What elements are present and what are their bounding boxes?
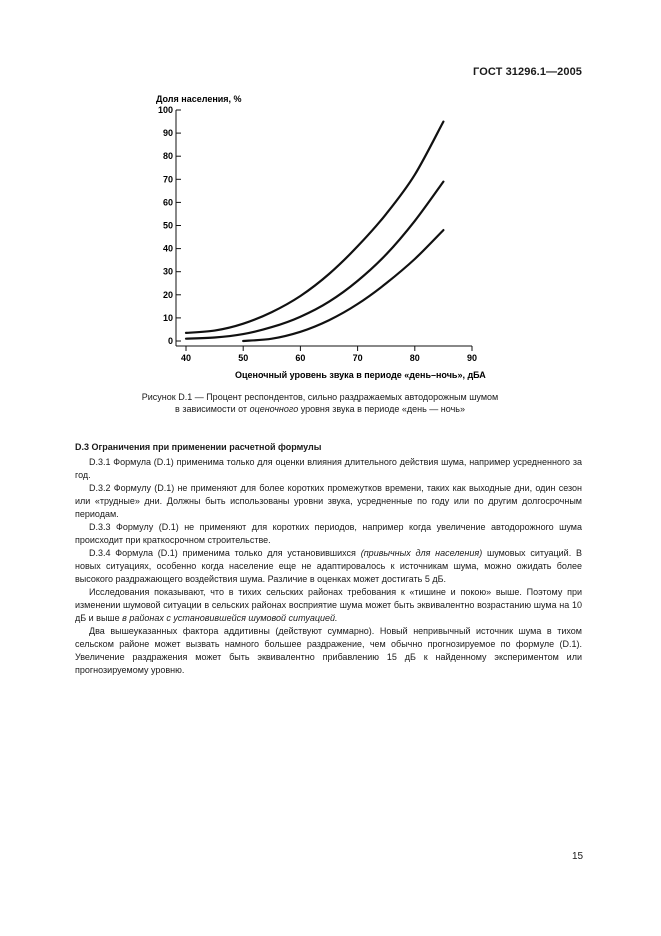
document-header: ГОСТ 31296.1—2005 <box>473 66 583 78</box>
y-tick-label: 100 <box>157 105 173 115</box>
x-tick-label: 60 <box>295 353 306 363</box>
x-tick-label: 40 <box>180 353 192 363</box>
figure-caption-line1: Рисунок D.1 — Процент респондентов, сильно раздражаемых автодорожным шумом <box>141 392 499 402</box>
italic-text: в районах с установившейся шумовой ситуацией. <box>122 613 338 623</box>
y-tick-label: 20 <box>162 289 173 300</box>
y-tick-label: 80 <box>162 151 173 162</box>
figure-caption-line2 <box>110 403 530 415</box>
paragraph-d33: D.3.3 Формулу (D.1) не применяют для коротких периодов, например когда увеличение автодорожного шума происходит при краткосрочном строительстве. <box>75 522 582 545</box>
text: шумовых ситуаций. В новых ситуациях, особенно когда население еще не адаптировалось к источникам шума, можно ожидать более высокого раздражающего воздействия шума. Различие в оценках может достигать 5 дБ. <box>75 548 582 584</box>
y-axis-ticks <box>158 105 181 346</box>
series-line-1 <box>186 122 443 333</box>
paragraph-additive: Два вышеуказанных фактора аддитивны (действуют суммарно). Новый непривычный источник шума в тихом сельском районе может вызвать намного большее раздражение, чем обычно прогнозируемое по формуле (D.1). Увеличение раздражения может быть эквивалентно прибавлению 15 дБ к найденному экспериментом или прогнозируемому уровню. <box>75 626 582 675</box>
paragraph-d32: D.3.2 Формулу (D.1) не применяют для более коротких промежутков времени, таких как выходные дни, один сезон или «трудные» дни. Должны быть использованы уровни звука, усредненные по году или по другим долгосрочным периодам. <box>75 483 582 519</box>
x-axis-ticks <box>181 346 477 363</box>
x-tick-label: 90 <box>466 353 478 363</box>
paragraph-d34 <box>75 547 582 586</box>
x-tick-label: 80 <box>409 353 420 363</box>
y-axis-label: Доля населения, % <box>156 94 242 104</box>
y-tick-label: 60 <box>162 197 173 208</box>
y-tick-label: 50 <box>162 220 173 231</box>
caption-text: в зависимости от <box>175 404 250 414</box>
x-axis-label: Оценочный уровень звука в периоде «день–ночь», дБА <box>235 370 486 380</box>
series-line-2 <box>186 182 443 339</box>
page-number: 15 <box>572 851 584 862</box>
x-tick-label: 50 <box>238 353 249 363</box>
y-tick-label: 0 <box>167 336 173 346</box>
annoyance-chart <box>140 88 490 388</box>
text: Исследования показывают, что в тихих сельских районах требования к «тишине и покою» выше. Поэтому при изменении шумовой ситуации в сельских районах восприятие шума может быть эквивалентно возрастанию шума на 10 дБ и выше <box>75 587 582 623</box>
y-tick-label: 90 <box>162 128 173 139</box>
paragraph-research <box>75 586 582 625</box>
paragraph-d31: D.3.1 Формула (D.1) применима только для оценки влияния длительного действия шума, например усредненного за год. <box>75 457 582 480</box>
caption-italic: оценочного <box>249 404 299 414</box>
y-tick-label: 10 <box>162 312 173 323</box>
caption-text: уровня звука в периоде «день — ночь» <box>298 404 465 414</box>
y-tick-label: 30 <box>162 266 173 277</box>
x-tick-label: 70 <box>352 353 363 363</box>
section-title: D.3 Ограничения при применении расчетной формулы <box>75 442 322 452</box>
series-line-3 <box>243 230 443 341</box>
series-group <box>186 122 443 341</box>
italic-text: (привычных для населения) <box>360 548 483 558</box>
y-tick-label: 40 <box>162 243 173 254</box>
text: D.3.4 Формула (D.1) применима только для установившихся <box>89 548 361 558</box>
section-body <box>75 456 582 677</box>
y-tick-label: 70 <box>162 174 173 185</box>
